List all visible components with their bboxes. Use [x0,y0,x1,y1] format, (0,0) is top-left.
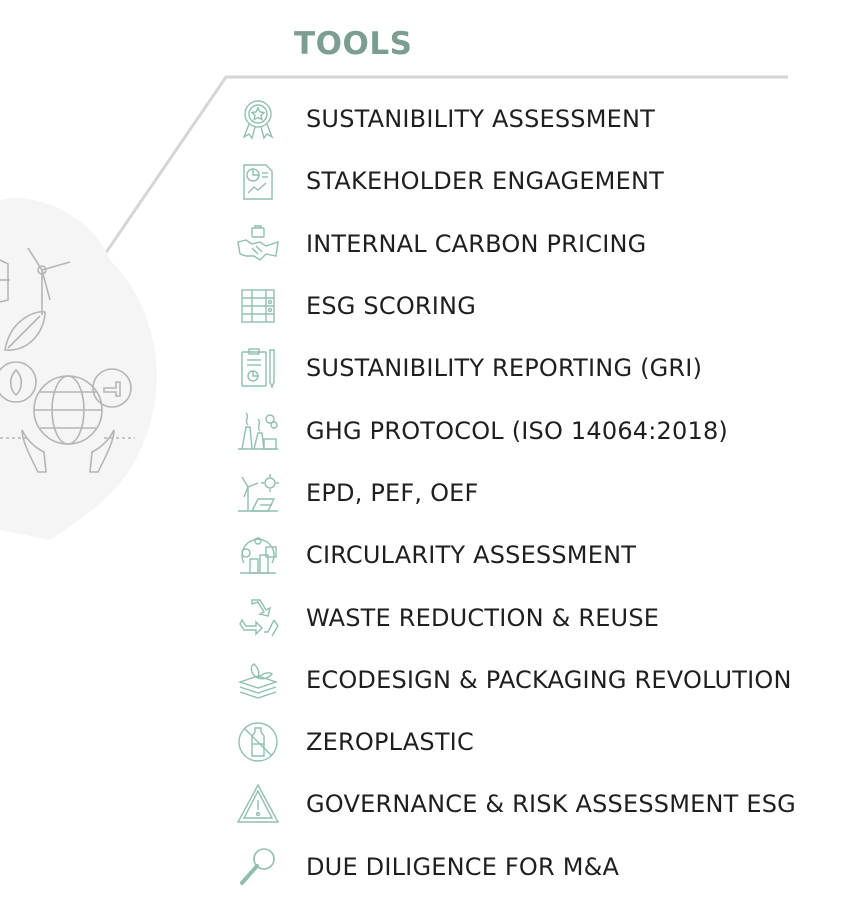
warning-triangle-icon [232,781,284,827]
tool-label: STAKEHOLDER ENGAGEMENT [306,167,664,196]
list-item [232,213,796,275]
list-item [232,275,796,337]
tool-label: INTERNAL CARBON PRICING [306,229,647,258]
page-title: TOOLS [294,26,413,62]
circular-city-icon [232,532,284,578]
handshake-icon [232,221,284,267]
scorecard-icon [232,283,284,329]
tool-label: ECODESIGN & PACKAGING REVOLUTION [306,665,792,694]
list-item [232,88,796,150]
sustainability-illustration [0,190,170,550]
tool-label: SUSTANIBILITY REPORTING (GRI) [306,354,703,383]
list-item [232,586,796,648]
list-item [232,399,796,461]
list-item [232,649,796,711]
eco-layers-icon [232,657,284,703]
tool-label: EPD, PEF, OEF [306,478,479,507]
list-item [232,150,796,212]
list-item [232,462,796,524]
list-item [232,773,796,835]
magnifier-icon [232,844,284,890]
list-item [232,524,796,586]
clipboard-pen-icon [232,345,284,391]
factory-emissions-icon [232,408,284,454]
list-item [232,836,796,898]
report-chart-icon [232,158,284,204]
tool-label: DUE DILIGENCE FOR M&A [306,852,620,881]
tool-label: WASTE REDUCTION & REUSE [306,603,660,632]
no-plastic-bottle-icon [232,719,284,765]
tool-label: CIRCULARITY ASSESSMENT [306,541,637,570]
list-item [232,337,796,399]
renewable-energy-icon [232,470,284,516]
list-item [232,711,796,773]
tool-label: GHG PROTOCOL (ISO 14064:2018) [306,416,728,445]
tool-label: SUSTANIBILITY ASSESSMENT [306,105,656,134]
recycle-icon [232,595,284,641]
tool-label: ZEROPLASTIC [306,728,474,757]
tools-list [232,88,796,898]
award-badge-icon [232,96,284,142]
tool-label: ESG SCORING [306,292,477,321]
tool-label: GOVERNANCE & RISK ASSESSMENT ESG [306,790,796,819]
